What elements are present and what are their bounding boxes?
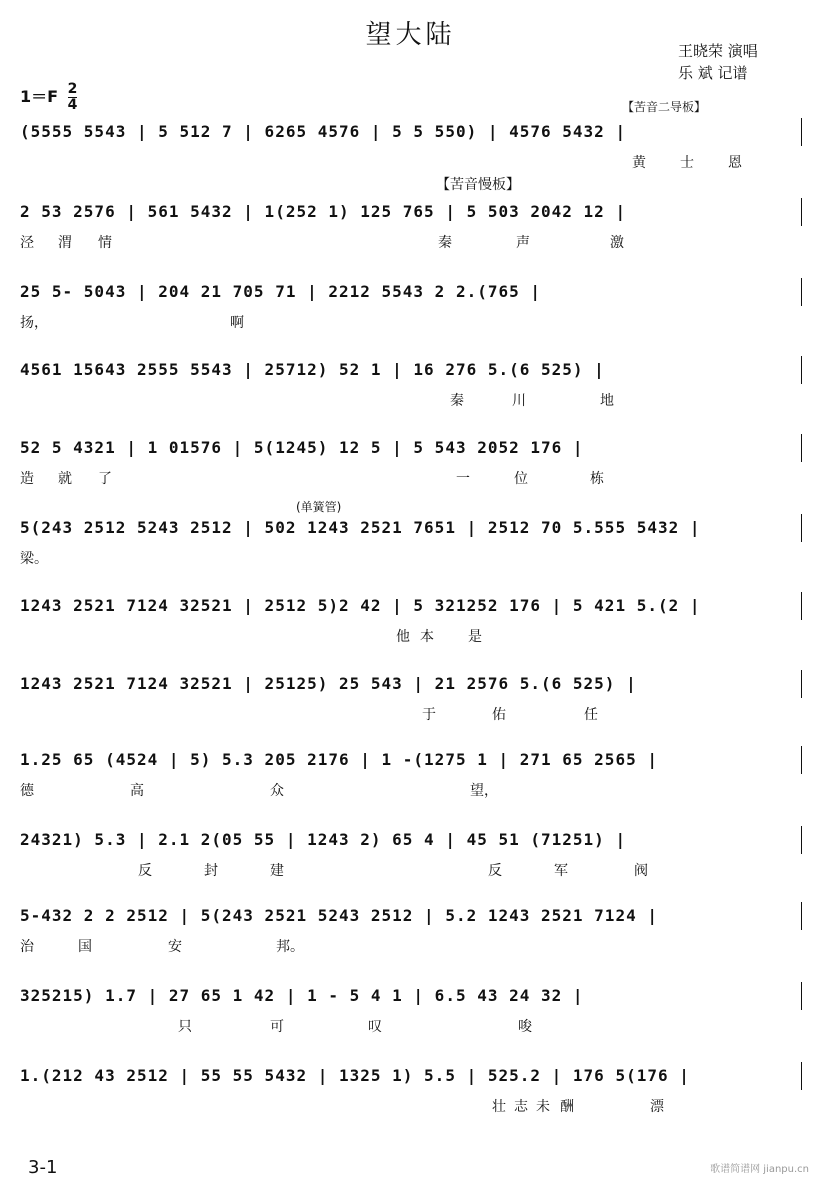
score-line — [20, 282, 802, 360]
lyric-char: 秦 — [450, 393, 464, 409]
bar-line — [801, 902, 802, 930]
notation-text: (5555 5543 | 5 512 7 | 6265 4576 | 5 5 550) | 4576 5432 | — [20, 122, 627, 141]
lyric-char: 安 — [168, 939, 182, 955]
lyric-char: 治 — [20, 939, 34, 955]
lyric-char: 秦 — [438, 235, 452, 251]
lyric-char: 激 — [610, 235, 624, 251]
time-top: 2 — [67, 81, 78, 97]
bar-line — [801, 982, 802, 1010]
lyric-char: 栋 — [590, 471, 604, 487]
section-label-2: 【苦音慢板】 — [436, 177, 520, 193]
bar-line — [801, 118, 802, 146]
lyric-char: 建 — [270, 863, 284, 879]
score-line — [20, 122, 802, 200]
lyric-char: 任 — [584, 707, 598, 723]
lyric-char: 高 — [130, 783, 144, 799]
lyric-char: 渭 — [58, 235, 72, 251]
lyric-char: 反 — [488, 863, 502, 879]
notation-text: 25 5- 5043 | 204 21 705 71 | 2212 5543 2 2.(765 | — [20, 282, 542, 301]
lyric-char: 情 — [98, 235, 112, 251]
bar-line — [801, 514, 802, 542]
time-signature — [68, 82, 78, 113]
credit-transcriber: 乐 斌 记谱 — [678, 64, 748, 82]
lyric-char: 了 — [98, 471, 112, 487]
lyric-char: 德 — [20, 783, 34, 799]
score-line — [20, 596, 802, 674]
lyric-char: 军 — [554, 863, 568, 879]
lyric-char: 啊 — [230, 315, 244, 331]
score-line — [20, 360, 802, 438]
lyric-char: 本 — [420, 629, 434, 645]
score-line — [20, 674, 802, 752]
notation-text: 1243 2521 7124 32521 | 2512 5)2 42 | 5 321252 176 | 5 421 5.(2 | — [20, 596, 701, 615]
lyric-char: 声 — [516, 235, 530, 251]
lyric-char: 梁。 — [20, 551, 48, 567]
lyric-char: 漂 — [650, 1099, 664, 1115]
lyric-char: 川 — [512, 393, 526, 409]
lyric-char: 是 — [468, 629, 482, 645]
lyric-char: 阀 — [634, 863, 648, 879]
lyric-char: 唆 — [518, 1019, 532, 1035]
lyric-char: 造 — [20, 471, 34, 487]
lyric-char: 地 — [600, 393, 614, 409]
lyric-char: 叹 — [368, 1019, 382, 1035]
bar-line — [801, 1062, 802, 1090]
score-line — [20, 438, 802, 516]
lyric-char: 一 — [456, 471, 470, 487]
watermark: 歌谱简谱网 jianpu.cn — [710, 1164, 809, 1175]
lyric-char: 位 — [514, 471, 528, 487]
notation-text: 52 5 4321 | 1 01576 | 5(1245) 12 5 | 5 543 2052 176 | — [20, 438, 584, 457]
lyric-char: 未 — [536, 1099, 550, 1115]
score-line — [20, 518, 802, 596]
notation-text: 1.(212 43 2512 | 55 55 5432 | 1325 1) 5.5 | 525.2 | 176 5(176 | — [20, 1066, 690, 1085]
key-signature — [20, 82, 77, 113]
lyric-char: 黄 — [632, 155, 646, 171]
lyric-char: 众 — [270, 783, 284, 799]
lyric-char: 国 — [78, 939, 92, 955]
lyric-char: 恩 — [728, 155, 742, 171]
lyric-char: 反 — [138, 863, 152, 879]
notation-text: 1243 2521 7124 32521 | 25125) 25 543 | 21 2576 5.(6 525) | — [20, 674, 637, 693]
score-line — [20, 830, 802, 908]
lyric-char: 壮 — [492, 1099, 506, 1115]
notation-text: 24321) 5.3 | 2.1 2(05 55 | 1243 2) 65 4 | 45 51 (71251) | — [20, 830, 627, 849]
bar-line — [801, 434, 802, 462]
bar-line — [801, 198, 802, 226]
lyric-char: 士 — [680, 155, 694, 171]
lyric-char: 酬 — [560, 1099, 574, 1115]
time-bottom: 4 — [67, 97, 78, 113]
notation-text: 5(243 2512 5243 2512 | 502 1243 2521 7651 | 2512 70 5.555 5432 | — [20, 518, 701, 537]
lyric-char: 望， — [470, 783, 498, 799]
lyric-char: 扬， — [20, 315, 48, 331]
score-line — [20, 986, 802, 1064]
lyric-char: 可 — [270, 1019, 284, 1035]
lyric-char: 志 — [514, 1099, 528, 1115]
section-label-1: 【苦音二导板】 — [622, 100, 707, 114]
notation-text: 4561 15643 2555 5543 | 25712) 52 1 | 16 276 5.(6 525) | — [20, 360, 605, 379]
bar-line — [801, 670, 802, 698]
lyric-char: 只 — [178, 1019, 192, 1035]
key-value: 1＝F — [20, 87, 59, 106]
notation-text: 5-432 2 2 2512 | 5(243 2521 5243 2512 | 5.2 1243 2521 7124 | — [20, 906, 658, 925]
credit-performer: 王晓荣 演唱 — [678, 42, 758, 60]
bar-line — [801, 356, 802, 384]
notation-text: 325215) 1.7 | 27 65 1 42 | 1 - 5 4 1 | 6.5 43 24 32 | — [20, 986, 584, 1005]
score-line — [20, 202, 802, 280]
page-number: 3-1 — [28, 1157, 58, 1178]
section-label-3: (单簧管) — [296, 500, 342, 514]
lyric-char: 就 — [58, 471, 72, 487]
lyric-char: 封 — [204, 863, 218, 879]
lyric-char: 邦。 — [276, 939, 304, 955]
score-line — [20, 906, 802, 984]
lyric-char: 泾 — [20, 235, 34, 251]
score-line — [20, 750, 802, 828]
bar-line — [801, 826, 802, 854]
lyric-char: 佑 — [492, 707, 506, 723]
notation-text: 2 53 2576 | 561 5432 | 1(252 1) 125 765 | 5 503 2042 12 | — [20, 202, 627, 221]
bar-line — [801, 278, 802, 306]
page-title: 望大陆 — [365, 20, 456, 50]
lyric-char: 他 — [396, 629, 410, 645]
bar-line — [801, 592, 802, 620]
score-line — [20, 1066, 802, 1144]
notation-text: 1.25 65 (4524 | 5) 5.3 205 2176 | 1 -(1275 1 | 271 65 2565 | — [20, 750, 658, 769]
lyric-char: 于 — [422, 707, 436, 723]
bar-line — [801, 746, 802, 774]
